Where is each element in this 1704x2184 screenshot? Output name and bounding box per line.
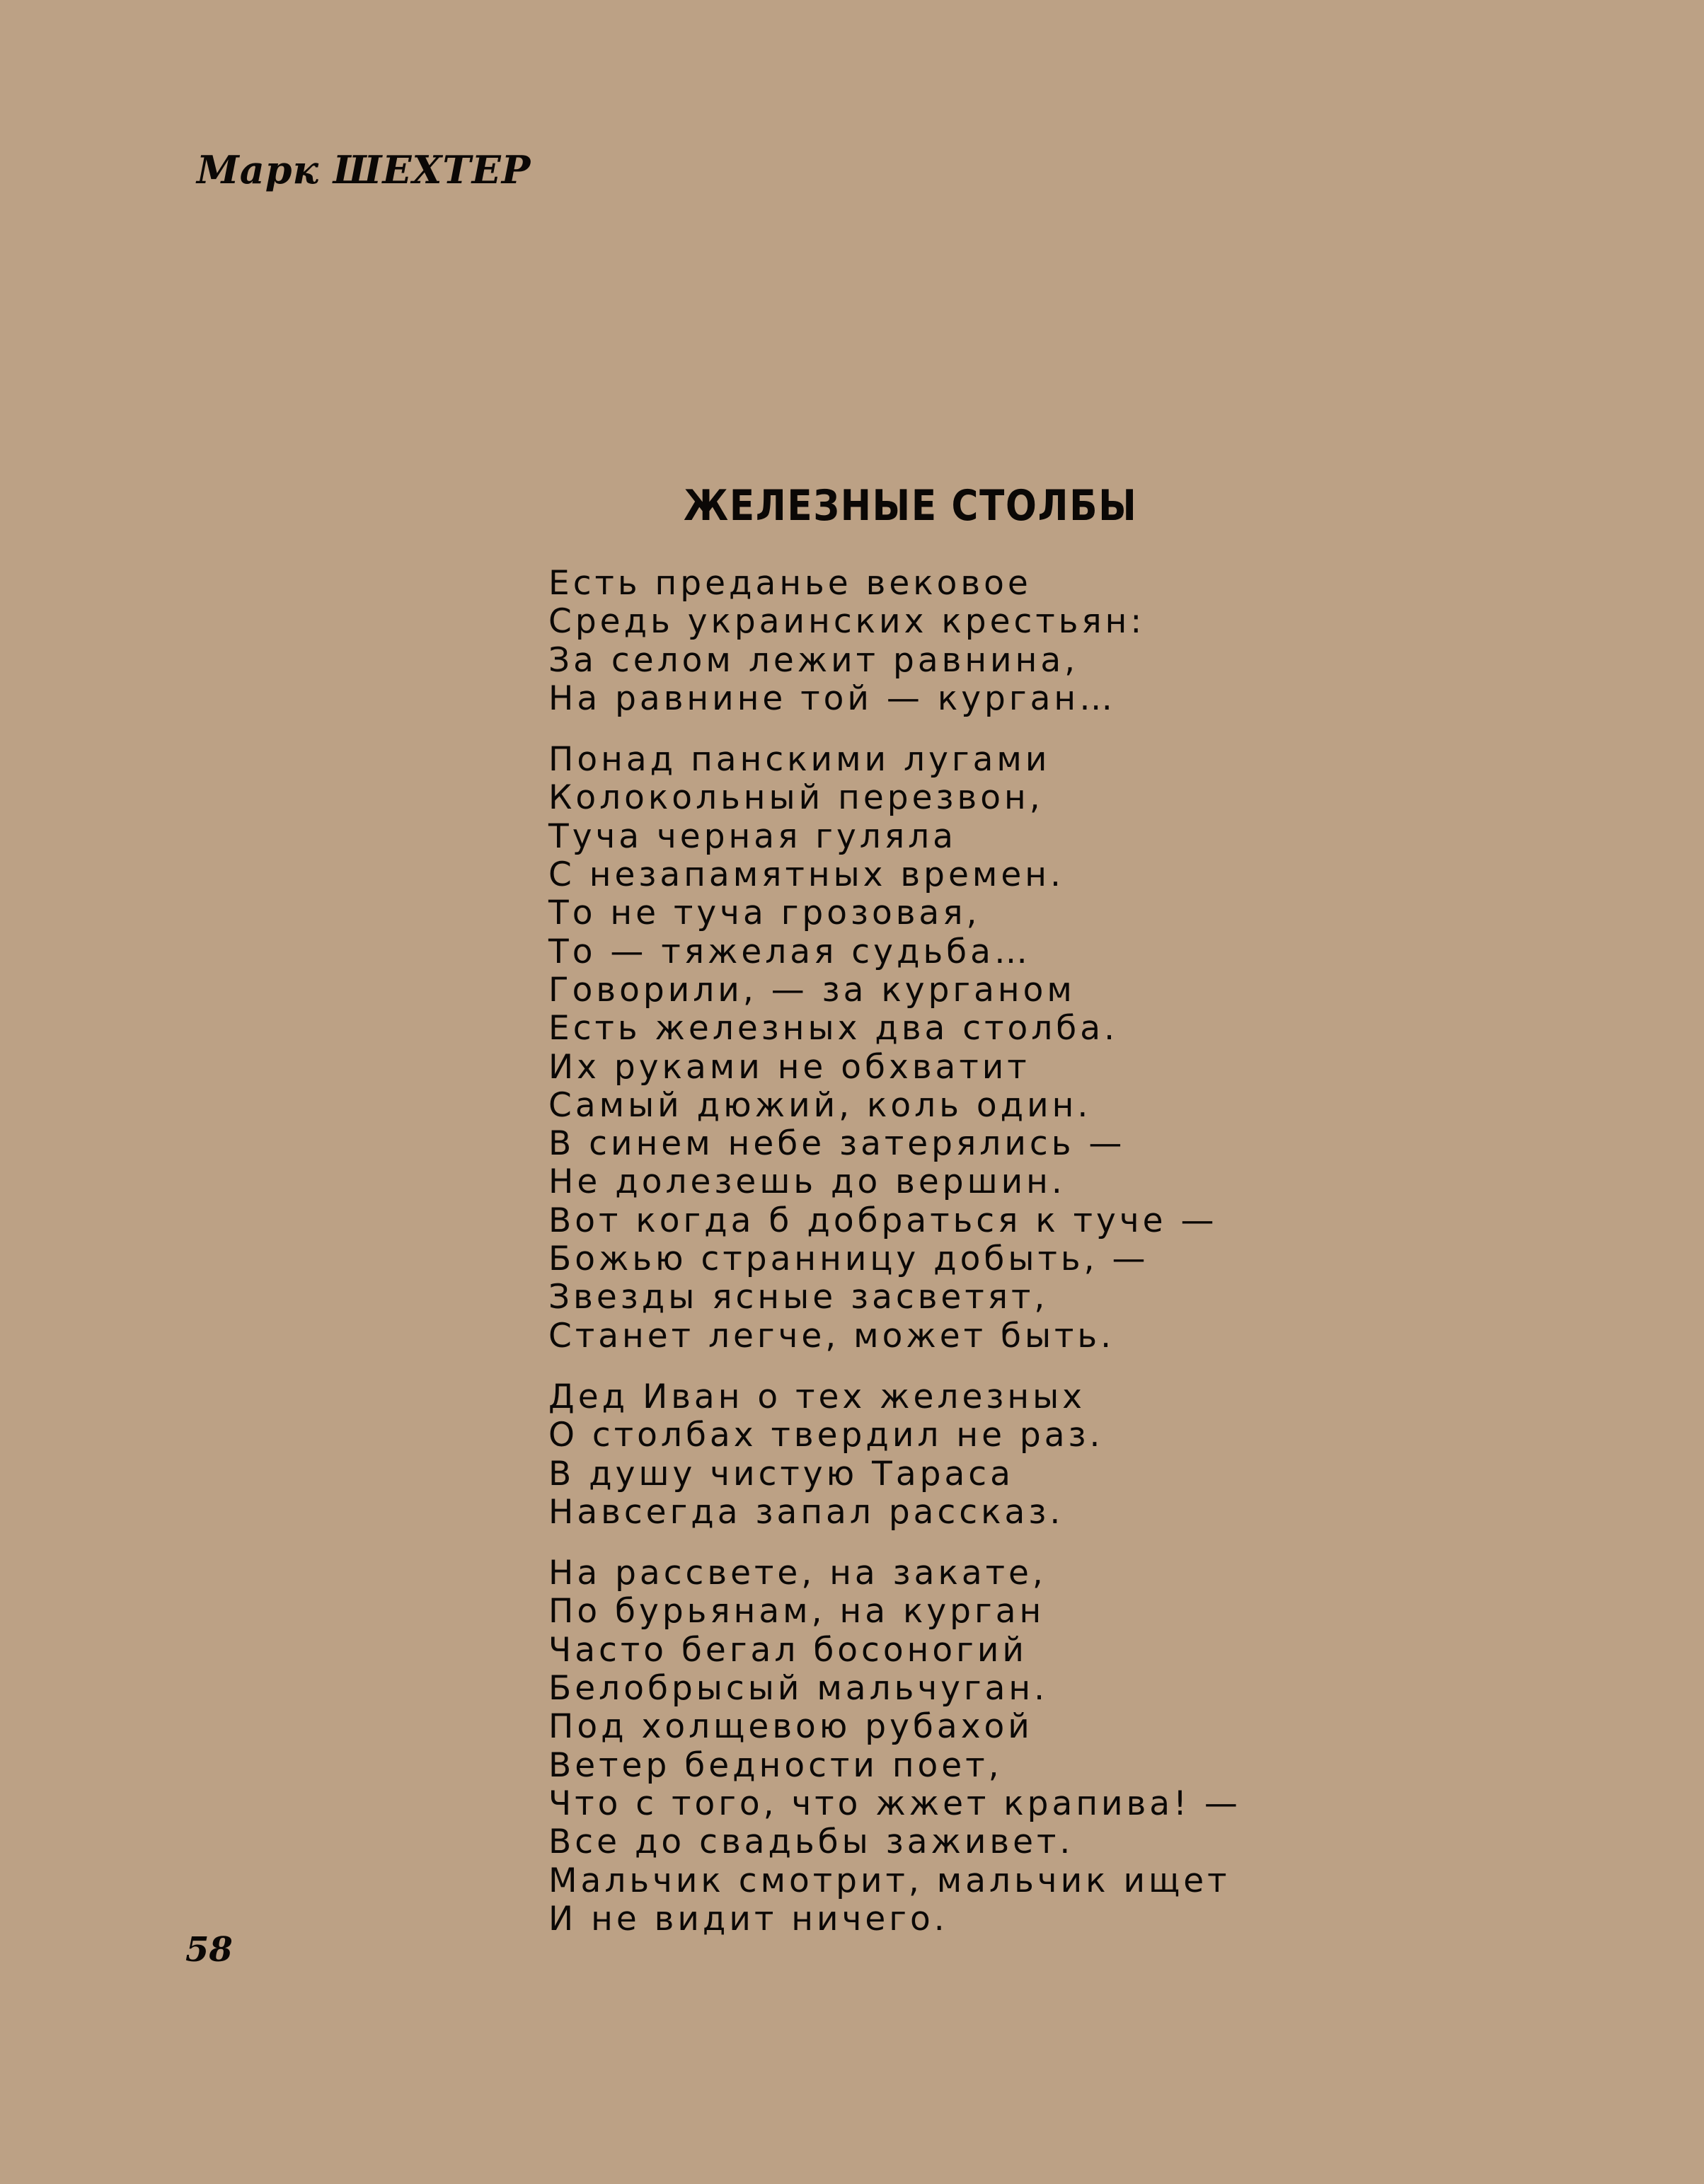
poem-line: Под холщевою рубахой — [548, 1707, 1033, 1747]
poem-line: Их руками не обхватит — [548, 1047, 1030, 1087]
poem-line: С незапамятных времен. — [548, 855, 1064, 895]
stanza-2 — [548, 741, 1241, 1356]
poem-line: Понад панскими лугами — [548, 740, 1051, 780]
poem-body — [548, 565, 1241, 1961]
poem-line: Говорили, — за курганом — [548, 970, 1076, 1010]
poem-line: То не туча грозовая, — [548, 894, 981, 933]
poem-title: ЖЕЛЕЗНЫЕ СТОЛБЫ — [684, 481, 1138, 531]
poem-line: Часто бегал босоногий — [548, 1630, 1027, 1670]
poem-line: И не видит ничего. — [548, 1899, 948, 1939]
poem-line: Мальчик смотрит, мальчик ищет — [548, 1861, 1231, 1900]
author-name: Марк ШЕХТЕР — [197, 147, 531, 192]
stanza-3 — [548, 1378, 1241, 1532]
poem-line: Ветер бедности поет, — [548, 1745, 1003, 1785]
poem-line: О столбах твердил не раз. — [548, 1416, 1104, 1455]
poem-line: То — тяжелая судьба… — [548, 932, 1031, 971]
poem-line: По бурьянам, на курган — [548, 1592, 1045, 1631]
poem-line: На равнине той — курган… — [548, 678, 1117, 718]
poem-line: Божью странницу добыть, — — [548, 1240, 1149, 1279]
poem-line: Самый дюжий, коль один. — [548, 1085, 1092, 1125]
poem-line: Станет легче, может быть. — [548, 1316, 1115, 1356]
poem-line: Есть преданье вековое — [548, 564, 1032, 603]
poem-line: Колокольный перезвон, — [548, 778, 1044, 818]
poem-line: Звезды ясные засветят, — [548, 1278, 1049, 1317]
page-number: 58 — [185, 1930, 233, 1970]
poem-line: В душу чистую Тараса — [548, 1454, 1014, 1493]
poem-line: Навсегда запал рассказ. — [548, 1492, 1064, 1532]
poem-line: Что с того, что жжет крапива! — — [548, 1784, 1241, 1823]
poem-line: Все до свадьбы заживет. — [548, 1822, 1074, 1862]
poem-line: На рассвете, на закате, — [548, 1554, 1047, 1593]
poem-line: За селом лежит равнина, — [548, 640, 1079, 680]
poem-line: Дед Иван о тех железных — [548, 1377, 1086, 1416]
poem-line: Средь украинских крестьян: — [548, 602, 1146, 642]
stanza-1 — [548, 565, 1241, 718]
poem-line: В синем небе затерялись — — [548, 1124, 1126, 1164]
poem-line: Белобрысый мальчуган. — [548, 1669, 1049, 1709]
poem-line: Есть железных два столба. — [548, 1009, 1119, 1048]
poem-line: Не долезешь до вершин. — [548, 1162, 1066, 1202]
poem-line: Вот когда б добраться к туче — — [548, 1201, 1218, 1240]
stanza-4 — [548, 1554, 1241, 1939]
poem-line: Туча черная гуляла — [548, 816, 957, 856]
